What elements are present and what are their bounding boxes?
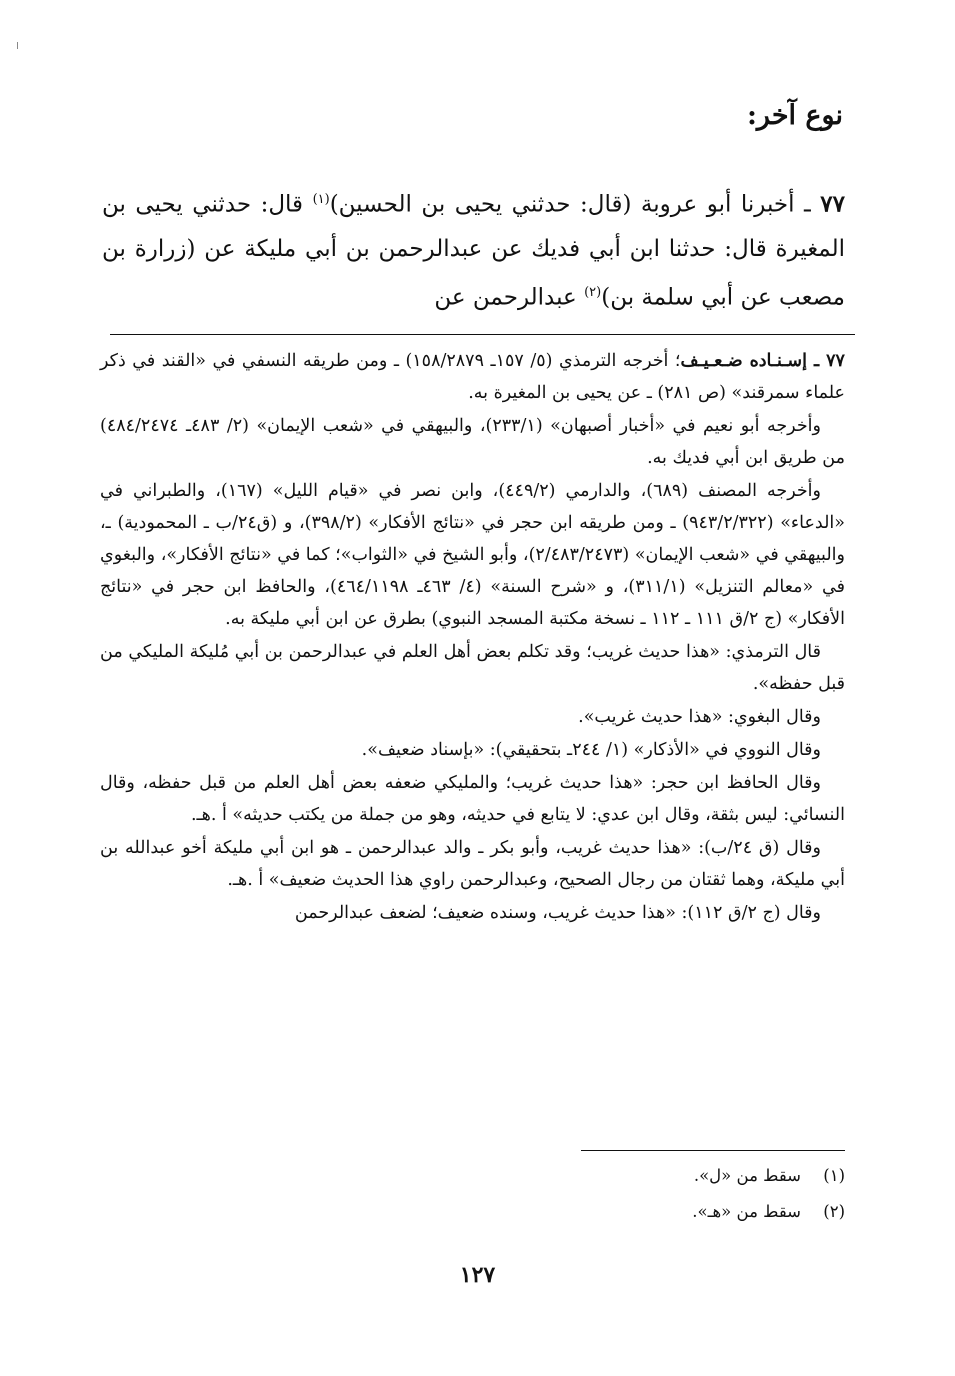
main-text-part1: ـ أخبرنا أبو عروبة (قال: حدثني يحيى بن الحسين) xyxy=(329,191,821,218)
footnote-number: (٢) xyxy=(823,1202,845,1221)
commentary-paragraph: وقال (ق ٢٤/ب): «هذا حديث غريب، وأبو بكر ـ والد عبدالرحمن ـ هو ابن أبي مليكة أخو عبدالله بن أبي مليكة، وهما ثقتان من رجال الصحيح، وعبدالرحمن راوي هذا الحديث ضعيف» أ .هـ. xyxy=(100,838,845,890)
commentary-paragraph: ٧٧ ـ إسـنـاده ضـعـيـف؛ أخرجه الترمذي (٥/ ١٥٧ـ ١٥٨/٢٨٧٩) ـ ومن طريقه النسفي في «القند في ذكر علماء سمرقند» (ص ٢٨١) ـ عن يحيى بن المغيرة به. xyxy=(100,351,845,403)
commentary xyxy=(100,345,845,930)
commentary-paragraph: وقال البغوي: «هذا حديث غريب». xyxy=(578,707,821,727)
commentary-paragraph: قال الترمذي: «هذا حديث غريب؛ وقد تكلم بعض أهل العلم في عبدالرحمن بن أبي مُليكة المليكي من قبل حفظه». xyxy=(100,642,845,694)
footnote-text: سقط من «هـ». xyxy=(692,1202,801,1221)
footnote-text: سقط من «ل». xyxy=(693,1166,801,1185)
commentary-paragraph: وأخرجه أبو نعيم في «أخبار أصبهان» (٢٣٣/١)، والبيهقي في «شعب الإيمان» (٢/ ٤٨٣ـ ٤٨٤/٢٤٧٤) من طريق ابن أبي فديك به. xyxy=(100,416,845,468)
main-text xyxy=(102,178,845,319)
footnote-ref-1[interactable]: (١) xyxy=(312,192,330,207)
scan-mark xyxy=(17,42,18,49)
commentary-paragraph: وقال النووي في «الأذكار» (١/ ٢٤٤ـ بتحقيقي): «بإسناد ضعيف». xyxy=(361,740,821,760)
section-heading: نوع آخر: xyxy=(746,100,843,131)
main-divider xyxy=(110,334,855,335)
page-number: ١٢٧ xyxy=(459,1262,496,1288)
footnotes xyxy=(445,1158,845,1230)
footnote-ref-2[interactable]: (٢) xyxy=(584,284,602,300)
main-text-part2: قال: حدثني يحيى بن المغيرة قال: حدثنا ابن أبي فديك عن عبدالرحمن بن أبي مليكة عن (زرارة بن مصعب عن أبي سلمة بن) xyxy=(102,191,845,311)
footnote xyxy=(445,1194,845,1230)
footnote xyxy=(445,1158,845,1194)
commentary-paragraph: وقال (ج ٢/ق ١١٢): «هذا حديث غريب، وسنده ضعيف؛ لضعف عبدالرحمن xyxy=(294,903,821,923)
footnote-number: (١) xyxy=(823,1166,845,1185)
commentary-paragraph: وأخرجه المصنف (٦٨٩)، والدارمي (٤٤٩/٢)، وابن نصر في «قيام الليل» (١٦٧)، والطبراني في «الدعاء» (٩٤٣/٢/٣٢٢) ـ ومن طريقه ابن حجر في «نتائج الأفكار» (٣٩٨/٢)، و (ق٢٤/ب ـ المحمودية) ـ، والبيهقي في «شعب الإيمان» (٢/٤٨٣/٢٤٧٣)، وأبو الشيخ في «الثواب»؛ كما في «نتائج الأفكار»، والبغوي في «معالم التنزيل» (٣١١/١)، و «شرح السنة» (٤/ ٤٦٣ـ ٤٦٤/١١٩٨)، والحافظ ابن حجر في «نتائج الأفكار» (ج ٢/ق ١١١ ـ ١١٢ ـ نسخة مكتبة المسجد النبوي) بطرق عن ابن أبي مليكة به. xyxy=(100,481,845,629)
hadith-number: ٧٧ xyxy=(820,190,845,218)
main-text-part3: عبدالرحمن عن xyxy=(434,284,585,311)
footnote-divider xyxy=(581,1150,845,1151)
commentary-paragraph: وقال الحافظ ابن حجر: «هذا حديث غريب؛ والمليكي ضعفه بعض أهل العلم من قبل حفظه، وقال النسائي: ليس بثقة، وقال ابن عدي: لا يتابع في حديثه، وهو من جملة من يكتب حديثه» أ .هـ. xyxy=(100,773,845,825)
grading-label: ٧٧ ـ إسـنـاده ضـعـيـف xyxy=(680,351,845,371)
